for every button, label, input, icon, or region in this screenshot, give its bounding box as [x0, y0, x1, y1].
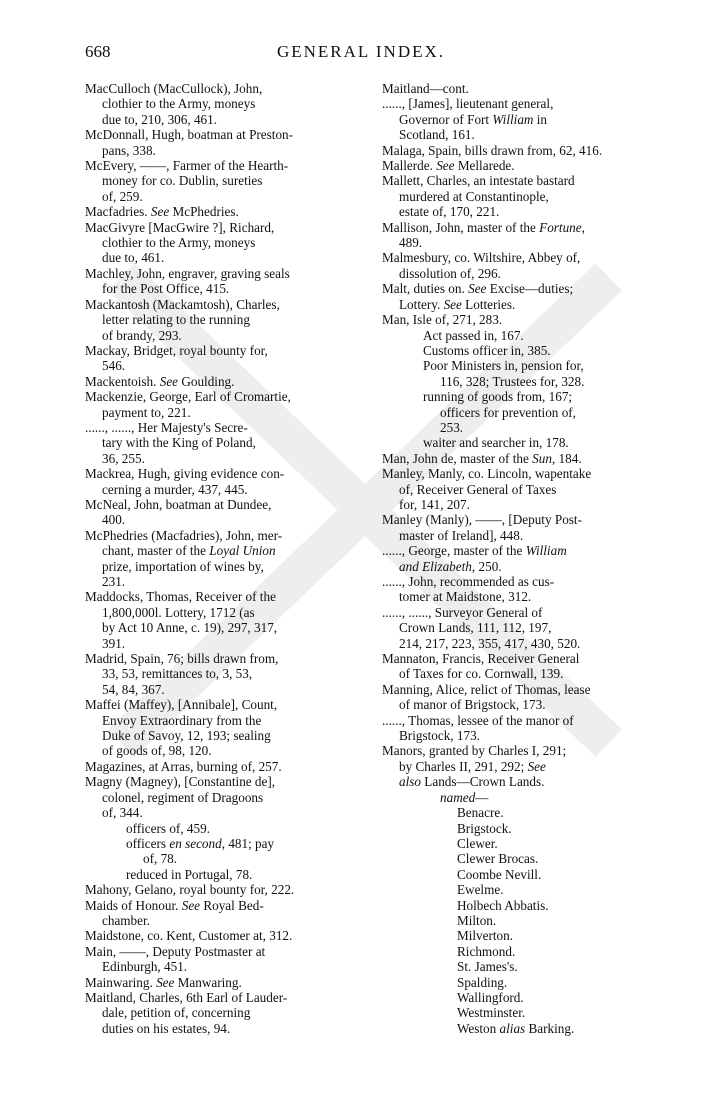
index-line: Scotland, 161.	[399, 127, 475, 143]
index-line: Poor Ministers in, pension for,	[423, 358, 584, 374]
index-line: murdered at Constantinople,	[399, 188, 549, 204]
index-entry	[382, 790, 647, 805]
index-entry	[382, 312, 647, 327]
index-line: chant, master of the Loyal Union	[102, 543, 276, 559]
index-entry	[85, 898, 347, 929]
index-line: Magazines, at Arras, burning of, 257.	[85, 758, 282, 774]
index-line: Richmond.	[457, 943, 516, 959]
index-entry	[85, 127, 347, 158]
index-line: Clewer.	[457, 835, 498, 851]
index-entry	[85, 528, 347, 590]
index-entry	[382, 867, 647, 882]
index-line: Wallingford.	[457, 989, 524, 1005]
index-entry	[85, 867, 347, 882]
index-entry	[382, 343, 647, 358]
index-line: Malaga, Spain, bills drawn from, 62, 416.	[382, 142, 603, 158]
index-line: Customs officer in, 385.	[423, 342, 551, 358]
index-entry	[85, 759, 347, 774]
index-entry	[85, 589, 347, 651]
index-line: Man, John de, master of the Sun, 184.	[382, 450, 582, 466]
index-entry	[85, 975, 347, 990]
index-line: duties on his estates, 94.	[102, 1020, 231, 1036]
index-line: Main, ——, Deputy Postmaster at	[85, 943, 266, 959]
index-entry	[85, 297, 347, 343]
index-line: Magny (Magney), [Constantine de],	[85, 774, 276, 790]
index-line: due to, 461.	[102, 250, 165, 266]
index-line: 546.	[102, 358, 126, 374]
index-line: Weston alias Barking.	[457, 1020, 575, 1036]
index-entry	[85, 774, 347, 820]
index-line: Duke of Savoy, 12, 193; sealing	[102, 728, 271, 744]
index-line: 489.	[399, 235, 423, 251]
index-line: Malt, duties on. See Excise—duties;	[382, 281, 574, 297]
index-line: Governor of Fort William in	[399, 111, 547, 127]
index-line: McNeal, John, boatman at Dundee,	[85, 496, 272, 512]
index-entry	[85, 990, 347, 1036]
index-line: running of goods from, 167;	[423, 389, 573, 405]
index-line: Brigstock, 173.	[399, 728, 480, 744]
index-line: of goods of, 98, 120.	[102, 743, 212, 759]
index-entry	[85, 651, 347, 697]
page-title: GENERAL INDEX.	[276, 42, 446, 61]
index-line: Machley, John, engraver, graving seals	[85, 265, 290, 281]
index-line: MacGivyre [MacGwire ?], Richard,	[85, 219, 275, 235]
index-line: of manor of Brigstock, 173.	[399, 697, 546, 713]
index-line: of brandy, 293.	[102, 327, 182, 343]
index-entry	[382, 944, 647, 959]
index-entry	[382, 250, 647, 281]
index-line: Manley (Manly), ——, [Deputy Post-	[382, 512, 582, 528]
index-entry	[382, 158, 647, 173]
index-line: Crown Lands, 111, 112, 197,	[399, 620, 552, 636]
index-entry	[382, 389, 647, 435]
index-line: by Act 10 Anne, c. 19), 297, 317,	[102, 620, 278, 636]
index-line: 36, 255.	[102, 450, 145, 466]
index-line: officers for prevention of,	[440, 404, 576, 420]
index-line: Maffei (Maffey), [Annibale], Count,	[85, 697, 278, 713]
index-entry	[85, 697, 347, 759]
index-entry	[382, 805, 647, 820]
index-line: ......, George, master of the William	[382, 543, 567, 559]
index-line: reduced in Portugal, 78.	[126, 866, 253, 882]
index-entry	[382, 1021, 647, 1036]
index-line: Mackay, Bridget, royal bounty for,	[85, 342, 268, 358]
index-line: Maidstone, co. Kent, Customer at, 312.	[85, 928, 293, 944]
index-entry	[382, 821, 647, 836]
index-entry	[85, 466, 347, 497]
index-line: Mackrea, Hugh, giving evidence con-	[85, 466, 285, 482]
page-number: 668	[85, 42, 111, 61]
index-line: officers en second, 481; pay	[126, 835, 275, 851]
index-line: 391.	[102, 635, 126, 651]
index-line: Milton.	[457, 912, 497, 928]
index-line: of, 259.	[102, 188, 143, 204]
index-entry	[85, 204, 347, 219]
index-line: 54, 84, 367.	[102, 681, 165, 697]
index-line: tary with the King of Poland,	[102, 435, 256, 451]
index-line: Malmesbury, co. Wiltshire, Abbey of,	[382, 250, 581, 266]
index-entry	[85, 158, 347, 204]
index-line: Westminster.	[457, 1005, 526, 1021]
index-line: Manors, granted by Charles I, 291;	[382, 743, 567, 759]
index-line: Man, Isle of, 271, 283.	[382, 312, 503, 328]
index-line: McEvery, ——, Farmer of the Hearth-	[85, 158, 289, 174]
index-line: 253.	[440, 419, 464, 435]
index-entry	[85, 882, 347, 897]
index-line: Brigstock.	[457, 820, 512, 836]
index-entry	[382, 975, 647, 990]
index-line: officers of, 459.	[126, 820, 210, 836]
index-line: 1,800,000l. Lottery, 1712 (as	[102, 604, 255, 620]
index-entry	[382, 882, 647, 897]
index-line: ......, Thomas, lessee of the manor of	[382, 712, 574, 728]
index-line: estate of, 170, 221.	[399, 204, 500, 220]
index-line: Benacre.	[457, 805, 504, 821]
index-entry	[85, 420, 347, 466]
index-entry	[382, 220, 647, 251]
index-entry	[382, 836, 647, 851]
index-entry	[382, 913, 647, 928]
index-line: Holbech Abbatis.	[457, 897, 549, 913]
index-line: 400.	[102, 512, 126, 528]
index-column-left	[85, 81, 347, 1036]
index-line: Mackenzie, George, Earl of Cromartie,	[85, 389, 291, 405]
index-line: chamber.	[102, 912, 150, 928]
index-line: cerning a murder, 437, 445.	[102, 481, 248, 497]
index-entry	[382, 451, 647, 466]
index-entry	[382, 281, 647, 312]
index-entry	[382, 435, 647, 450]
index-line: Maddocks, Thomas, Receiver of the	[85, 589, 276, 605]
index-line: Coombe Nevill.	[457, 866, 542, 882]
index-line: tomer at Maidstone, 312.	[399, 589, 532, 605]
index-entry	[85, 928, 347, 943]
index-entry	[85, 821, 347, 836]
index-line: Manning, Alice, relict of Thomas, lease	[382, 681, 591, 697]
index-entry	[85, 944, 347, 975]
index-line: Mackentoish. See Goulding.	[85, 373, 235, 389]
index-entry	[382, 959, 647, 974]
index-entry	[382, 358, 647, 389]
index-entry	[382, 1005, 647, 1020]
index-line: Clewer Brocas.	[457, 851, 539, 867]
index-line: clothier to the Army, moneys	[102, 235, 256, 251]
index-entry	[382, 512, 647, 543]
index-line: letter relating to the running	[102, 312, 250, 328]
index-entry	[382, 928, 647, 943]
index-line: by Charles II, 291, 292; See	[399, 758, 546, 774]
index-line: ......, John, recommended as cus-	[382, 574, 555, 589]
index-line: 33, 53, remittances to, 3, 53,	[102, 666, 253, 682]
index-entry	[382, 990, 647, 1005]
index-line: Mannaton, Francis, Receiver General	[382, 651, 580, 667]
index-entry	[85, 497, 347, 528]
index-line: of, 78.	[143, 851, 178, 867]
index-line: also Lands—Crown Lands.	[399, 774, 545, 790]
index-entry	[85, 266, 347, 297]
index-line: pans, 338.	[102, 142, 156, 158]
index-line: Envoy Extraordinary from the	[102, 712, 262, 728]
index-line: Macfadries. See McPhedries.	[85, 204, 239, 220]
index-line: money for co. Dublin, sureties	[102, 173, 263, 189]
index-line: master of Ireland], 448.	[399, 527, 524, 543]
index-column-right	[382, 81, 647, 1036]
index-entry	[382, 898, 647, 913]
index-entry	[382, 851, 647, 866]
index-line: Mallison, John, master of the Fortune,	[382, 219, 585, 235]
index-line: ......, [James], lieutenant general,	[382, 96, 554, 112]
index-entry	[382, 328, 647, 343]
index-line: dissolution of, 296.	[399, 265, 501, 281]
index-line: payment to, 221.	[102, 404, 191, 420]
index-line: for, 141, 207.	[399, 496, 470, 512]
index-line: Mackantosh (Mackamtosh), Charles,	[85, 296, 280, 312]
index-line: waiter and searcher in, 178.	[423, 435, 569, 451]
index-line: prize, importation of wines by,	[102, 558, 264, 574]
index-entry	[382, 605, 647, 651]
index-line: Milverton.	[457, 928, 514, 944]
index-line: clothier to the Army, moneys	[102, 96, 256, 112]
index-line: ......, ......, Her Majesty's Secre-	[85, 419, 248, 435]
index-entry	[85, 389, 347, 420]
index-entry	[85, 81, 347, 127]
index-line: Mahony, Gelano, royal bounty for, 222.	[85, 882, 295, 898]
index-entry	[382, 96, 647, 142]
index-line: Madrid, Spain, 76; bills drawn from,	[85, 651, 279, 667]
index-line: for the Post Office, 415.	[102, 281, 230, 297]
index-entry	[382, 574, 647, 605]
index-line: colonel, regiment of Dragoons	[102, 789, 264, 805]
index-line: of, Receiver General of Taxes	[399, 481, 557, 497]
index-line: due to, 210, 306, 461.	[102, 111, 218, 127]
index-line: dale, petition of, concerning	[102, 1005, 251, 1021]
index-line: named—	[440, 789, 489, 805]
index-line: Manley, Manly, co. Lincoln, wapentake	[382, 466, 592, 482]
index-line: 231.	[102, 574, 126, 589]
index-entry	[382, 81, 647, 96]
index-line: Ewelme.	[457, 882, 504, 898]
index-line: 214, 217, 223, 355, 417, 430, 520.	[399, 635, 581, 651]
index-entry	[382, 682, 647, 713]
index-line: of Taxes for co. Cornwall, 139.	[399, 666, 564, 682]
index-entry	[85, 343, 347, 374]
index-line: ......, ......, Surveyor General of	[382, 604, 543, 620]
index-entry	[382, 651, 647, 682]
index-entry	[85, 374, 347, 389]
index-line: MacCulloch (MacCullock), John,	[85, 81, 263, 96]
index-line: of, 344.	[102, 805, 143, 821]
index-line: Mallerde. See Mellarede.	[382, 158, 515, 174]
index-line: Mainwaring. See Manwaring.	[85, 974, 242, 990]
index-entry	[382, 543, 647, 574]
index-line: Maitland, Charles, 6th Earl of Lauder-	[85, 989, 288, 1005]
index-entry	[382, 713, 647, 744]
index-line: Lottery. See Lotteries.	[399, 296, 516, 312]
index-line: St. James's.	[457, 959, 518, 975]
index-line: Edinburgh, 451.	[102, 959, 188, 975]
index-line: Maids of Honour. See Royal Bed-	[85, 897, 264, 913]
index-line: McDonnall, Hugh, boatman at Preston-	[85, 127, 294, 143]
index-entry	[382, 743, 647, 789]
index-entry	[85, 836, 347, 867]
index-line: and Elizabeth, 250.	[399, 558, 502, 574]
index-entry	[382, 173, 647, 219]
index-entry	[382, 466, 647, 512]
index-line: McPhedries (Macfadries), John, mer-	[85, 527, 283, 543]
index-line: 116, 328; Trustees for, 328.	[440, 373, 585, 389]
index-line: Maitland—cont.	[382, 81, 469, 96]
index-entry	[382, 143, 647, 158]
index-line: Spalding.	[457, 974, 508, 990]
index-line: Mallett, Charles, an intestate bastard	[382, 173, 575, 189]
index-line: Act passed in, 167.	[423, 327, 524, 343]
index-entry	[85, 220, 347, 266]
